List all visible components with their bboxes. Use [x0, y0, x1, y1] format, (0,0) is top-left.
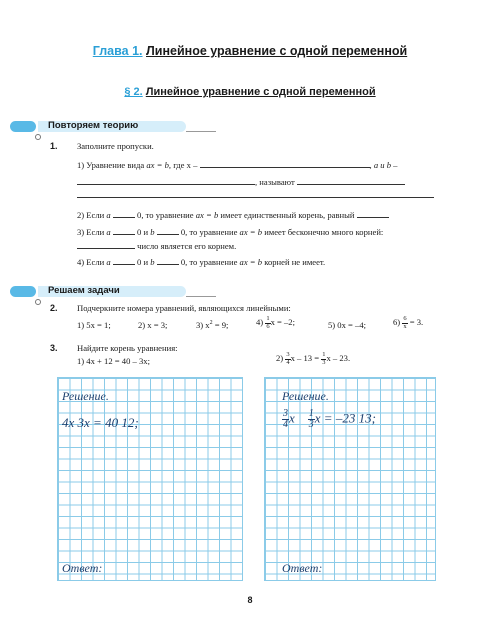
equation-4[interactable]	[256, 316, 295, 330]
chapter-number: Глава 1.	[92, 44, 143, 58]
text: имеет бесконечно много корней:	[262, 227, 384, 237]
task1-line6	[77, 256, 325, 267]
section-title: Линейное уравнение с одной переменной	[145, 86, 376, 98]
banner-rule	[186, 296, 216, 297]
text: , a и b –	[369, 160, 398, 170]
fill-blank[interactable]	[157, 226, 179, 235]
bullet-circle-icon	[35, 134, 41, 140]
text: имеет единственный корень, равный	[218, 210, 355, 220]
text: x = –23 13;	[314, 410, 376, 426]
text: корней не имеет.	[262, 257, 326, 267]
work-grid-right[interactable]	[264, 377, 436, 581]
fill-blank[interactable]	[357, 209, 389, 218]
exponent: 2	[209, 320, 213, 327]
fill-line[interactable]	[77, 197, 434, 198]
math: ax = b	[239, 227, 263, 237]
numerator: 1	[322, 351, 326, 358]
task1-line2	[77, 176, 405, 187]
math: a	[106, 210, 111, 220]
task3-number: 3.	[50, 343, 58, 353]
fraction	[282, 409, 289, 430]
fill-blank[interactable]	[113, 209, 135, 218]
fill-blank[interactable]	[77, 176, 255, 185]
math: ax = b	[195, 210, 219, 220]
text: 2)	[276, 352, 286, 363]
text: , называют	[255, 177, 295, 187]
task1-number: 1.	[50, 141, 58, 151]
text: x	[289, 410, 308, 426]
text: 0, то уравнение	[134, 210, 196, 220]
fraction	[308, 409, 315, 430]
text: 0 и	[134, 227, 151, 237]
text: 0, то уравнение	[178, 257, 240, 267]
numerator: 1	[266, 315, 270, 322]
text: 3) x	[196, 320, 210, 330]
section-number: § 2.	[124, 86, 143, 98]
denominator: 4	[286, 358, 290, 366]
text: x = –2;	[270, 316, 295, 327]
solution-label: Решение.	[282, 389, 329, 403]
page-number: 8	[247, 595, 253, 605]
fill-blank[interactable]	[297, 176, 405, 185]
fill-blank[interactable]	[157, 256, 179, 265]
math: a	[106, 227, 111, 237]
numerator: 3	[286, 351, 290, 358]
task2-number: 2.	[50, 303, 58, 313]
problem-1: 1) 4x + 12 = 40 – 3x;	[77, 356, 150, 366]
task1-text: Заполните пропуски.	[77, 141, 154, 151]
math: a	[106, 257, 111, 267]
text: 4)	[256, 316, 266, 327]
task1-line3	[77, 209, 389, 220]
solution-label: Решение.	[62, 389, 109, 403]
denominator: 3	[322, 358, 326, 366]
math: b	[150, 257, 155, 267]
text: 4) Если	[77, 257, 107, 267]
numerator: 1	[308, 408, 314, 419]
work-grid-left[interactable]	[57, 377, 243, 581]
math: b	[150, 227, 155, 237]
tasks-banner	[0, 286, 230, 300]
denominator: 4	[283, 419, 288, 430]
text: x – 13 =	[290, 352, 322, 363]
text: x – 23.	[326, 352, 351, 363]
task1-line4	[77, 226, 383, 237]
solution-line: 4x 3x = 40 12;	[62, 415, 139, 430]
text: 6)	[393, 316, 403, 327]
chapter-title: Линейное уравнение с одной переменной	[146, 44, 408, 58]
numerator: 3	[283, 408, 288, 419]
fill-blank[interactable]	[113, 226, 135, 235]
section-heading	[0, 86, 500, 98]
answer-label: Ответ:	[282, 561, 323, 575]
bullet-circle-icon	[35, 299, 41, 305]
task1-line5	[77, 240, 236, 251]
denominator: 3	[308, 419, 314, 430]
answer-label: Ответ:	[62, 561, 103, 575]
text: 1) Уравнение вида	[77, 160, 147, 170]
equation-3[interactable]	[196, 320, 228, 330]
banner-pill-decoration	[10, 121, 36, 132]
task3-text: Найдите корень уравнения:	[77, 343, 178, 353]
task2-text: Подчеркните номера уравнений, являющихся линейными:	[77, 303, 291, 313]
banner-pill-decoration	[10, 286, 36, 297]
denominator: 6	[266, 322, 270, 330]
solution-line	[282, 409, 376, 430]
denominator: x	[403, 322, 407, 330]
text: = 3.	[407, 316, 424, 327]
numerator: 6	[403, 315, 407, 322]
text: число является его корнем.	[137, 241, 237, 251]
equation-6[interactable]	[393, 316, 423, 330]
fill-blank[interactable]	[200, 159, 370, 168]
chapter-heading	[0, 44, 500, 58]
text: 2) Если	[77, 210, 107, 220]
problem-2	[276, 352, 350, 366]
math: ax = b	[239, 257, 263, 267]
task1-line1	[77, 159, 397, 170]
fill-blank[interactable]	[77, 240, 135, 249]
banner-rule	[186, 131, 216, 132]
equation-5[interactable]: 5) 0x = –4;	[328, 320, 367, 330]
fill-blank[interactable]	[113, 256, 135, 265]
text: 0 и	[134, 257, 151, 267]
text: , где x –	[168, 160, 198, 170]
tasks-banner-label: Решаем задачи	[48, 285, 120, 296]
text: = 9;	[212, 320, 229, 330]
equation-1[interactable]: 1) 5x = 1;	[77, 320, 111, 330]
theory-banner-label: Повторяем теорию	[48, 120, 139, 131]
equation-2[interactable]: 2) x = 3;	[138, 320, 168, 330]
theory-banner	[0, 121, 230, 135]
text: 0, то уравнение	[178, 227, 240, 237]
text: 3) Если	[77, 227, 107, 237]
math: ax = b	[146, 160, 169, 170]
